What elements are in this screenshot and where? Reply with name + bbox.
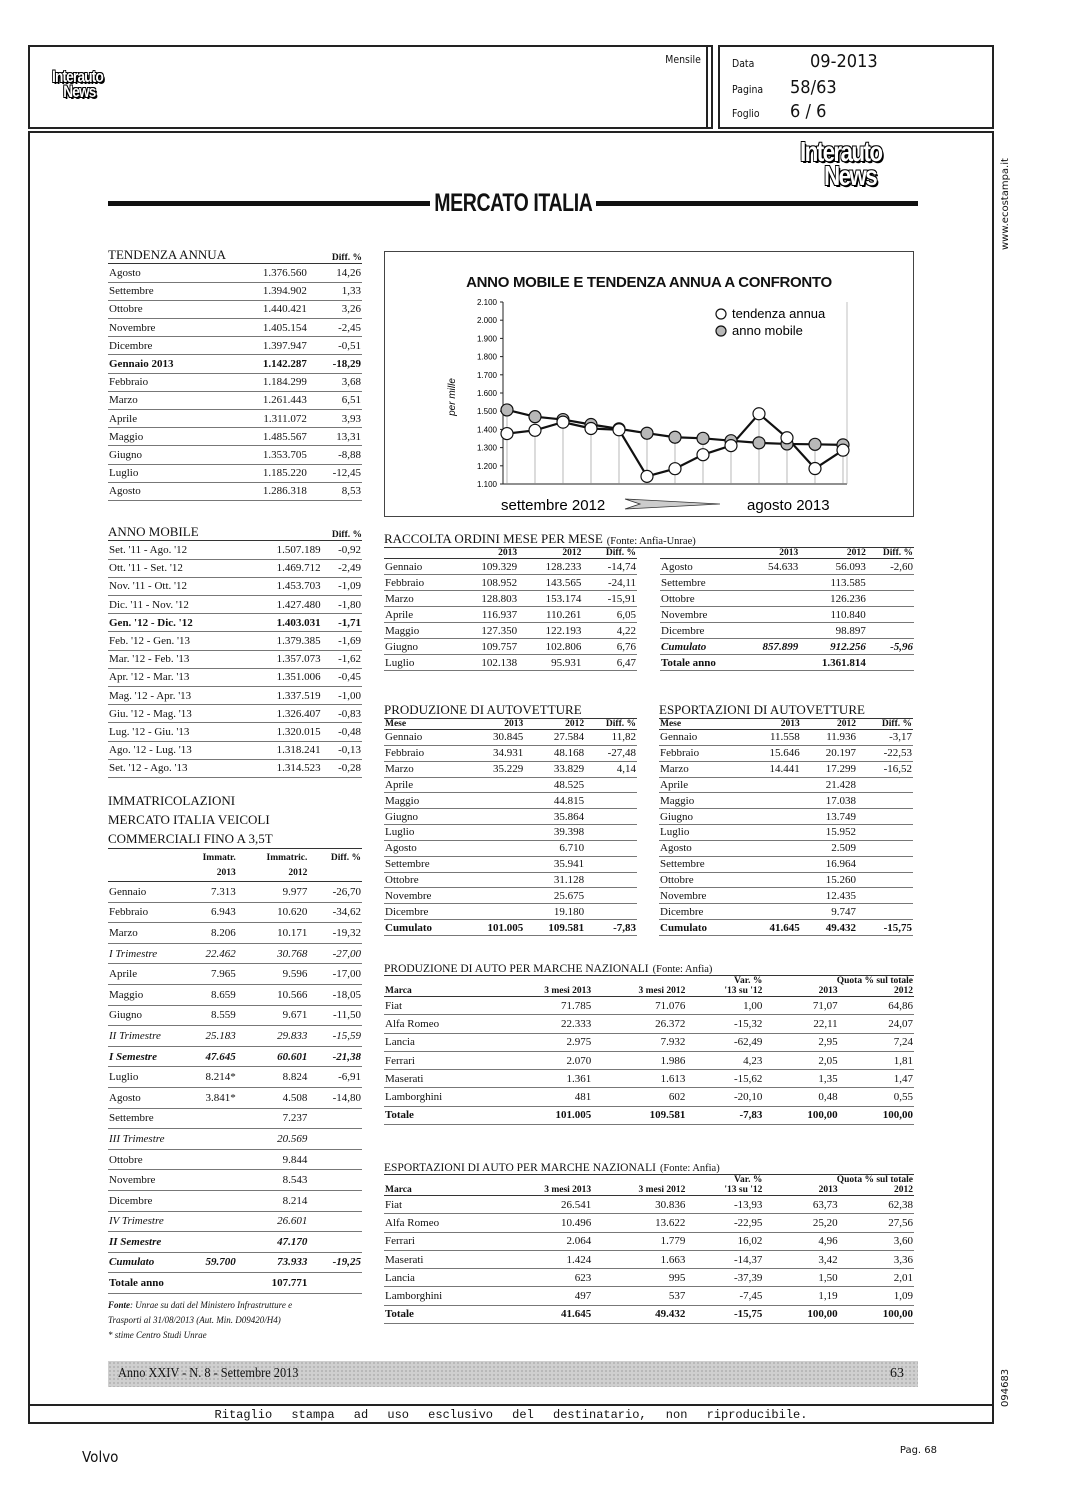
table-row: Dicembre 1.397.947 -0,51 bbox=[108, 337, 362, 355]
table-row: Agosto 1.286.318 8,53 bbox=[108, 482, 362, 500]
anno-mobile-table: ANNO MOBILE Diff. % Set. '11 - Ago. '12 1.507.189 -0,92 Ott. '11 - Set. '12 1.469.712 -2,49 Nov. '11 - Ott. '12 1.453.703 -1,09 Dic. '11 - Nov. '12 1.427.480 -1,80 Gen. '12 - Dic. '12 1.403.031 -1,71 Feb. '12 - Gen. '13 1.379.385 -1,69 Mar. '12 - Feb. '13 1.357.073 -1,62 Apr. '12 - Mar. '13 1.351.006 -0,45 Mag. '12 - Apr. '13 1.337.519 -1,00 Giu. '12 - Mag. '13 1.326.407 -0,83 Lug. '12 - Giu. '13 1.320.015 -0,48 Ago. '12 - Lug. '13 1.318.241 -0,13 Set. '12 - Ago. '13 1.314.523 -0,28 bbox=[108, 524, 362, 778]
table-row: Giugno 8.559 9.671 -11,50 bbox=[108, 1005, 362, 1026]
table-row: Nov. '11 - Ott. '12 1.453.703 -1,09 bbox=[108, 577, 362, 595]
svg-text:tendenza annua: tendenza annua bbox=[732, 306, 826, 321]
table-row: I Semestre 47.645 60.601 -21,38 bbox=[108, 1046, 362, 1067]
table-row: Fiat 71.785 71.076 1,00 71,07 64,86 bbox=[384, 997, 914, 1015]
issue-footer-band: Anno XXIV - N. 8 - Settembre 2013 63 bbox=[108, 1361, 918, 1387]
title-rule-right bbox=[596, 201, 918, 206]
table-row: Dicembre 19.180 bbox=[384, 904, 637, 920]
table-row: Alfa Romeo 10.496 13.622 -22,95 25,20 27,56 bbox=[384, 1214, 914, 1232]
table-row: Maggio 8.659 10.566 -18,05 bbox=[108, 984, 362, 1005]
table-row: Novembre 8.543 bbox=[108, 1170, 362, 1191]
table-row: Maserati 1.424 1.663 -14,37 3,42 3,36 bbox=[384, 1250, 914, 1268]
table-row: Febbraio 108.952 143.565 -24,11 bbox=[385, 576, 636, 589]
table-row: Gennaio 30.845 27.584 11,82 bbox=[385, 731, 636, 744]
table-row: II Trimestre 25.183 29.833 -15,59 bbox=[108, 1026, 362, 1047]
table-row: Ottobre 31.128 bbox=[384, 872, 637, 888]
table-row: Agosto 2.509 bbox=[659, 840, 913, 856]
svg-text:agosto 2013: agosto 2013 bbox=[747, 497, 830, 514]
table-row: Marzo 8.206 10.171 -19,32 bbox=[108, 923, 362, 944]
table-row: Aprile 7.965 9.596 -17,00 bbox=[108, 964, 362, 985]
table-row: Set. '12 - Ago. '13 1.314.523 -0,28 bbox=[108, 759, 362, 777]
table-row: I Trimestre 22.462 30.768 -27,00 bbox=[108, 943, 362, 964]
page-row: Pagina 58/63 bbox=[732, 77, 837, 98]
table-row: Lug. '12 - Giu. '13 1.320.015 -0,48 bbox=[108, 723, 362, 741]
table-row: Totale anno 1.361.814 bbox=[660, 655, 914, 671]
produzione-marche-table: PRODUZIONE DI AUTO PER MARCHE NAZIONALI (Fonte: Anfia) Var. % Quota % sul totale Marca 3 mesi 2013 3 mesi 2012 '13 su '12 2013 2012 Fiat 71.785 71.076 1,00 71,07 64,86 Alfa Romeo 22.333 26.372 -15,32 22,11 24,07 Lancia 2.975 7.932 -62,49 2,95 7,24 Ferrari 2.070 1.986 4,23 2,05 1,81 Maserati 1.361 1.613 -15,62 1,35 1,47 Lamborghini 481 602 -20,10 0,48 0,55 Totale 101.005 109.581 -7,83 100,00 100,00 bbox=[384, 963, 914, 1125]
table-row: Aprile 21.428 bbox=[659, 777, 913, 793]
svg-text:1.800: 1.800 bbox=[476, 352, 497, 362]
table-row: Alfa Romeo 22.333 26.372 -15,32 22,11 24,07 bbox=[384, 1015, 914, 1033]
esportazioni-marche-table: ESPORTAZIONI DI AUTO PER MARCHE NAZIONALI (Fonte: Anfia) Var. % Quota % sul totale Marca 3 mesi 2013 3 mesi 2012 '13 su '12 2013 2012 Fiat 26.541 30.836 -13,93 63,73 62,38 Alfa Romeo 10.496 13.622 -22,95 25,20 27,56 Ferrari 2.064 1.779 16,02 4,96 3,60 Maserati 1.424 1.663 -14,37 3,42 3,36 Lancia 623 995 -37,39 1,50 2,01 Lamborghini 497 537 -7,45 1,19 1,09 Totale 41.645 49.432 -15,75 100,00 100,00 bbox=[384, 1162, 914, 1324]
svg-text:1.300: 1.300 bbox=[476, 443, 497, 453]
table-row: Aprile 116.937 110.261 6,05 bbox=[385, 608, 636, 621]
table-row: Gennaio 2013 1.142.287 -18,29 bbox=[108, 355, 362, 373]
table-row: Maggio 127.350 122.193 4,22 bbox=[385, 624, 636, 637]
table-row: Maggio 1.485.567 13,31 bbox=[108, 428, 362, 446]
table-row: Luglio 8.214* 8.824 -6,91 bbox=[108, 1067, 362, 1088]
table-row: Giugno 13.749 bbox=[659, 809, 913, 825]
table-row: Giugno 35.864 bbox=[384, 809, 637, 825]
sheet-row: Foglio 6 / 6 bbox=[732, 101, 827, 122]
table-row: Lamborghini 481 602 -20,10 0,48 0,55 bbox=[384, 1088, 914, 1106]
table-row: Novembre 25.675 bbox=[384, 888, 637, 904]
table-row: Dicembre 98.897 bbox=[660, 623, 914, 639]
svg-text:1.600: 1.600 bbox=[476, 389, 497, 398]
table-row: Ottobre 9.844 bbox=[108, 1149, 362, 1170]
esportazioni-autovetture-table: ESPORTAZIONI DI AUTOVETTURE Mese 2013 2012 Diff. % Gennaio 11.558 11.936 -3,17 Febbraio 15.646 20.197 -22,53 Marzo 14.441 17.299 -16,52 Aprile 21.428 Maggio 17.038 Giugno 13.749 Luglio 15.952 Agosto 2.509 Settembre 16.964 Ottobre 15.260 Novembre 12.435 Dicembre 9.747 Cumulato 41.645 49.432 -15,75 bbox=[659, 702, 912, 934]
table-row: III Trimestre 20.569 bbox=[108, 1129, 362, 1150]
table-row: Dic. '11 - Nov. '12 1.427.480 -1,80 bbox=[108, 596, 362, 614]
table-row: Giugno 1.353.705 -8,88 bbox=[108, 446, 362, 464]
table-row: Dicembre 8.214 bbox=[108, 1190, 362, 1211]
table-row: Ferrari 2.070 1.986 4,23 2,05 1,81 bbox=[384, 1051, 914, 1069]
table-row: Agosto 1.376.560 14,26 bbox=[108, 264, 362, 282]
table-row: Maggio 44.815 bbox=[384, 793, 637, 809]
table-row: Mag. '12 - Apr. '13 1.337.519 -1,00 bbox=[108, 687, 362, 705]
table-row: Fiat 26.541 30.836 -13,93 63,73 62,38 bbox=[384, 1196, 914, 1214]
table-row: Aprile 48.525 bbox=[384, 777, 637, 793]
raccolta-ordini-table: RACCOLTA ORDINI MESE PER MESE (Fonte: Anfia-Unrae) 2013 2012 Diff. % Gennaio 109.329 128.233 -14,74 Febbraio 108.952 143.565 -24,11 Marzo 128.803 153.174 -15,91 Aprile 116.937 110.261 6,05 Maggio 127.350 122.193 4,22 Giugno 109.757 102.806 6,76 Luglio 102.138 95.931 6,47 2013 2012 Diff. % Agosto 54.633 56.093 -2,60 Settembre 113.585 Ottobre 126.236 Novembre 110.840 Dicembre 98.897 Cumulato 857.899 912.256 -5,96 Totale anno 1.361.814 bbox=[384, 531, 913, 669]
table-row: Ottobre 15.260 bbox=[659, 872, 913, 888]
client-name: Volvo bbox=[82, 1448, 119, 1466]
line-chart: ANNO MOBILE E TENDENZA ANNUA A CONFRONTO 1.100 1.200 1.300 1.400 1.500 1.600 1.700 1.800 1.900 2.000 2.100 per mille tendenza annua anno mobile settembre 2012 agosto 2013 bbox=[384, 251, 914, 517]
table-row: Aprile 1.311.072 3,93 bbox=[108, 410, 362, 428]
svg-text:settembre 2012: settembre 2012 bbox=[501, 497, 606, 514]
header-meta-box bbox=[718, 45, 994, 129]
table-row: Settembre 1.394.902 1,33 bbox=[108, 282, 362, 300]
table-row: Luglio 39.398 bbox=[384, 825, 637, 841]
table-row: Marzo 1.261.443 6,51 bbox=[108, 391, 362, 409]
table-row: Febbraio 34.931 48.168 -27,48 bbox=[385, 747, 636, 760]
table-row: Febbraio 15.646 20.197 -22,53 bbox=[660, 747, 912, 760]
table-row: Marzo 35.229 33.829 4,14 bbox=[385, 763, 636, 776]
interauto-news-logo: Interauto News bbox=[800, 136, 882, 191]
side-code: 094683 bbox=[1000, 1368, 1011, 1407]
disclaimer: Ritaglio stampa ad uso esclusivo del destinatario, non riproducibile. bbox=[28, 1404, 994, 1424]
table-row: Cumulato 41.645 49.432 -15,75 bbox=[660, 921, 912, 934]
immatricolazioni-table: IMMATRICOLAZIONI MERCATO ITALIA VEICOLI COMMERCIALI FINO A 3,5T Immatr. 2013 Immatric. 2012 Diff. % Gennaio 7.313 9.977 -26,70 Febbraio 6.943 10.620 -34,62 Marzo 8.206 10.171 -19,32 I Trimestre 22.462 30.768 -27,00 Aprile 7.965 9.596 -17,00 Maggio 8.659 10.566 -18,05 Giugno 8.559 9.671 -11,50 II Trimestre 25.183 29.833 -15,59 I Semestre 47.645 60.601 -21,38 Luglio 8.214* 8.824 -6,91 Agosto 3.841* 4.508 -14,80 Settembre 7.237 III Trimestre 20.569 Ottobre 9.844 Novembre 8.543 Dicembre 8.214 IV Trimestre 26.601 II Semestre 47.170 Cumulato 59.700 73.933 -19,25 Totale anno 107.771 Fonte: Unrae su dati del Ministero Infrastrutture e Trasporti al 31/08/2013 (Aut. Min. D09420/H4) * stime Centro Studi Unrae bbox=[108, 791, 362, 1343]
section-title: MERCATO ITALIA bbox=[108, 188, 918, 218]
table-row: Settembre 113.585 bbox=[660, 575, 914, 591]
chart-plot bbox=[385, 252, 915, 518]
table-row: Giugno 109.757 102.806 6,76 bbox=[385, 640, 636, 653]
svg-text:1.900: 1.900 bbox=[476, 334, 497, 344]
table-row: Settembre 7.237 bbox=[108, 1108, 362, 1129]
table-row: Ferrari 2.064 1.779 16,02 4,96 3,60 bbox=[384, 1232, 914, 1250]
table-row: Apr. '12 - Mar. '13 1.351.006 -0,45 bbox=[108, 668, 362, 686]
table-row: Luglio 1.185.220 -12,45 bbox=[108, 464, 362, 482]
svg-text:1.200: 1.200 bbox=[476, 461, 497, 471]
table-row: Cumulato 857.899 912.256 -5,96 bbox=[661, 640, 913, 653]
table-row: Set. '11 - Ago. '12 1.507.189 -0,92 bbox=[108, 541, 362, 559]
svg-text:1.500: 1.500 bbox=[476, 407, 497, 417]
table-row: Gennaio 7.313 9.977 -26,70 bbox=[108, 882, 362, 903]
table-row: Agosto 3.841* 4.508 -14,80 bbox=[108, 1087, 362, 1108]
svg-text:1.100: 1.100 bbox=[476, 480, 497, 489]
table-row: Cumulato 59.700 73.933 -19,25 bbox=[108, 1252, 362, 1273]
frequency-label: Mensile bbox=[665, 53, 701, 66]
table-row: Totale 41.645 49.432 -15,75 100,00 100,00 bbox=[384, 1305, 914, 1323]
produzione-autovetture-table: PRODUZIONE DI AUTOVETTURE Mese 2013 2012 Diff. % Gennaio 30.845 27.584 11,82 Febbraio 34.931 48.168 -27,48 Marzo 35.229 33.829 4,14 Aprile 48.525 Maggio 44.815 Giugno 35.864 Luglio 39.398 Agosto 6.710 Settembre 35.941 Ottobre 31.128 Novembre 25.675 Dicembre 19.180 Cumulato 101.005 109.581 -7,83 bbox=[384, 702, 636, 934]
svg-text:1.400: 1.400 bbox=[476, 425, 497, 435]
table-row: Gen. '12 - Dic. '12 1.403.031 -1,71 bbox=[108, 614, 362, 632]
table-row: Ottobre 1.440.421 3,26 bbox=[108, 300, 362, 318]
table-row: Giu. '12 - Mag. '13 1.326.407 -0,83 bbox=[108, 705, 362, 723]
table-row: Maggio 17.038 bbox=[659, 793, 913, 809]
table-row: Totale anno 107.771 bbox=[108, 1273, 362, 1294]
table-row: Novembre 110.840 bbox=[660, 607, 914, 623]
tendenza-annua-table: TENDENZA ANNUA Diff. % Agosto 1.376.560 14,26 Settembre 1.394.902 1,33 Ottobre 1.440.421 3,26 Novembre 1.405.154 -2,45 Dicembre 1.397.947 -0,51 Gennaio 2013 1.142.287 -18,29 Febbraio 1.184.299 3,68 Marzo 1.261.443 6,51 Aprile 1.311.072 3,93 Maggio 1.485.567 13,31 Giugno 1.353.705 -8,88 Luglio 1.185.220 -12,45 Agosto 1.286.318 8,53 bbox=[108, 247, 362, 501]
table-row: Lancia 2.975 7.932 -62,49 2,95 7,24 bbox=[384, 1033, 914, 1051]
svg-text:anno mobile: anno mobile bbox=[732, 323, 803, 338]
table-row: Dicembre 9.747 bbox=[659, 904, 913, 920]
header-left-box bbox=[28, 45, 713, 129]
table-row: Ott. '11 - Set. '12 1.469.712 -2,49 bbox=[108, 559, 362, 577]
table-row: Feb. '12 - Gen. '13 1.379.385 -1,69 bbox=[108, 632, 362, 650]
table-row: II Semestre 47.170 bbox=[108, 1232, 362, 1253]
table-row: Settembre 35.941 bbox=[384, 856, 637, 872]
table-row: Novembre 1.405.154 -2,45 bbox=[108, 319, 362, 337]
table-row: Lancia 623 995 -37,39 1,50 2,01 bbox=[384, 1269, 914, 1287]
svg-text:per mille: per mille bbox=[447, 378, 458, 416]
title-rule-left bbox=[108, 201, 430, 206]
side-url: www.ecostampa.it bbox=[1000, 158, 1011, 250]
table-row: Settembre 16.964 bbox=[659, 856, 913, 872]
svg-text:1.700: 1.700 bbox=[476, 370, 497, 380]
table-row: Mar. '12 - Feb. '13 1.357.073 -1,62 bbox=[108, 650, 362, 668]
interauto-news-logo-small: Interauto News bbox=[52, 67, 103, 101]
table-row: Luglio 102.138 95.931 6,47 bbox=[385, 656, 636, 669]
table-row: Maserati 1.361 1.613 -15,62 1,35 1,47 bbox=[384, 1070, 914, 1088]
table-row: Agosto 6.710 bbox=[384, 840, 637, 856]
svg-text:2.000: 2.000 bbox=[476, 316, 497, 326]
page-indicator: Pag. 68 bbox=[899, 1445, 937, 1456]
date-row: Data 09-2013 bbox=[732, 51, 878, 72]
table-row: Gennaio 11.558 11.936 -3,17 bbox=[660, 731, 912, 744]
table-row: Novembre 12.435 bbox=[659, 888, 913, 904]
table-row: IV Trimestre 26.601 bbox=[108, 1211, 362, 1232]
table-row: Lamborghini 497 537 -7,45 1,19 1,09 bbox=[384, 1287, 914, 1305]
table-row: Marzo 128.803 153.174 -15,91 bbox=[385, 592, 636, 605]
fonte-note: Fonte: Unrae su dati del Ministero Infrastrutture e Trasporti al 31/08/2013 (Aut. Min. D09420/H4) * stime Centro Studi Unrae bbox=[108, 1299, 293, 1340]
table-row: Febbraio 1.184.299 3,68 bbox=[108, 373, 362, 391]
table-row: Gennaio 109.329 128.233 -14,74 bbox=[385, 560, 636, 573]
table-row: Febbraio 6.943 10.620 -34,62 bbox=[108, 902, 362, 923]
table-row: Ago. '12 - Lug. '13 1.318.241 -0,13 bbox=[108, 741, 362, 759]
table-row: Marzo 14.441 17.299 -16,52 bbox=[660, 763, 912, 776]
svg-text:2.100: 2.100 bbox=[476, 298, 497, 307]
table-row: Cumulato 101.005 109.581 -7,83 bbox=[385, 921, 636, 934]
table-row: Totale 101.005 109.581 -7,83 100,00 100,00 bbox=[384, 1106, 914, 1124]
table-row: Agosto 54.633 56.093 -2,60 bbox=[661, 560, 913, 573]
table-row: Luglio 15.952 bbox=[659, 825, 913, 841]
table-row: Ottobre 126.236 bbox=[660, 591, 914, 607]
